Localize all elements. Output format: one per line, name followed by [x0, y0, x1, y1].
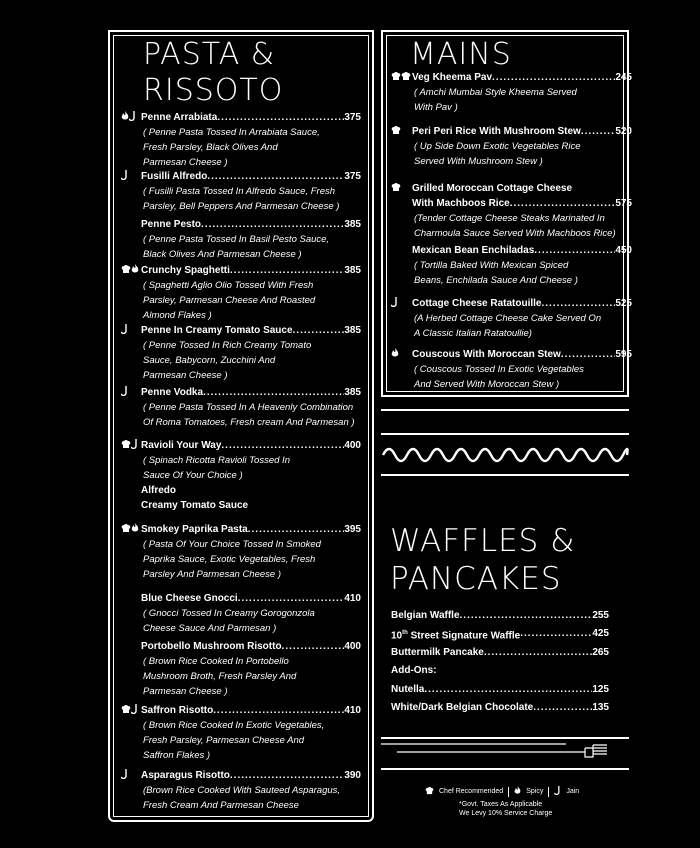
item-name: [391, 626, 520, 643]
item-price: 410: [344, 593, 361, 604]
legend-chef-label: Chef Recommended: [439, 788, 504, 795]
item-name-row: [141, 217, 361, 232]
fork-divider: [381, 735, 629, 775]
diet-icons: [391, 347, 399, 362]
leader-dots: [484, 645, 592, 660]
item-description: ( Penne Pasta Tossed In Arrabiata Sauce,: [143, 127, 320, 138]
item-description: ( Tortilla Baked With Mexican Spiced: [414, 260, 569, 271]
item-description: (Brown Rice Cooked With Sauteed Asparagus,: [143, 785, 341, 796]
item-description: Parmesan Cheese ): [143, 370, 228, 381]
item-name: Belgian Waffle: [391, 610, 460, 621]
menu-item: [141, 522, 361, 582]
item-description: ( Brown Rice Cooked In Exotic Vegetables,: [143, 720, 325, 731]
item-description: ( Penne Pasta Tossed In A Heavenly Combination: [143, 402, 354, 413]
pasta-section-title: PASTA & RISSOTO: [143, 37, 284, 108]
leader-dots: [581, 124, 615, 139]
legend-spicy-label: Spicy: [526, 788, 544, 795]
jain-icon: [131, 705, 138, 716]
item-description: Sauce Of Your Choice ): [143, 470, 243, 481]
item-description: ( Brown Rice Cooked In Portobello: [143, 656, 289, 667]
menu-item: [141, 217, 361, 262]
legend-jain-label: Jain: [566, 788, 580, 795]
item-price: 595: [615, 349, 632, 360]
menu-item: [412, 296, 632, 341]
item-description: Cheese Sauce And Parmesan ): [143, 623, 277, 634]
chef-hat-icon: [121, 705, 131, 716]
item-description: Charmoula Sauce Served With Machboos Rice): [414, 228, 616, 239]
leader-dots: [533, 700, 592, 715]
item-name: Buttermilk Pancake: [391, 647, 484, 658]
item-name-row: [412, 243, 632, 258]
item-price: 390: [344, 770, 361, 781]
diet-icons: [391, 296, 398, 311]
item-name: Mexican Bean Enchiladas: [412, 245, 535, 256]
item-price: 395: [344, 524, 361, 535]
jain-icon: [121, 171, 128, 182]
diet-icons: [391, 124, 401, 139]
diet-icons: [121, 438, 138, 453]
item-description: Almond Flakes ): [143, 310, 212, 321]
chef-hat-icon: [401, 72, 411, 83]
leader-dots: [203, 385, 344, 400]
item-price: 135: [592, 702, 609, 713]
item-price: 450: [615, 245, 632, 256]
diet-icons: [121, 110, 136, 125]
jain-icon: [391, 298, 398, 309]
mains-section-title: MAINS: [410, 37, 512, 72]
item-description: A Classic Italian Ratatoullie): [414, 328, 532, 339]
item-name-row: [412, 347, 632, 362]
leader-dots: [248, 522, 345, 537]
leader-dots: [520, 626, 592, 643]
diet-icons: [121, 385, 128, 400]
item-name: Peri Peri Rice With Mushroom Stew: [412, 126, 581, 137]
item-price: 255: [592, 610, 609, 621]
item-name-row: [141, 768, 361, 783]
waffles-section-title: WAFFLES & PANCAKES: [390, 523, 576, 597]
item-description: Fresh Cream And Parmesan Cheese: [143, 800, 299, 811]
leader-dots: [213, 703, 344, 718]
leader-dots: [492, 70, 615, 85]
item-description: Parsley, Bell Peppers And Parmesan Cheese ): [143, 201, 340, 212]
diet-icons: [121, 703, 138, 718]
item-price: 400: [344, 641, 361, 652]
item-description: Saffron Flakes ): [143, 750, 211, 761]
flame-icon: [121, 112, 129, 123]
item-name-rest: Street Signature Waffle: [407, 630, 521, 642]
leader-dots: [541, 296, 615, 311]
item-description: With Pav ): [414, 102, 458, 113]
item-description: ( Pasta Of Your Choice Tossed In Smoked: [143, 539, 321, 550]
chef-hat-icon: [391, 126, 401, 137]
item-name-row: [141, 639, 361, 654]
service-charge-note: We Levy 10% Service Charge: [459, 810, 553, 817]
jain-icon: [121, 325, 128, 336]
item-option: Creamy Tomato Sauce: [141, 500, 249, 511]
item-name: Portobello Mushroom Risotto: [141, 641, 282, 652]
menu-item: [141, 768, 361, 813]
menu-item: [141, 639, 361, 699]
item-price: 410: [344, 705, 361, 716]
item-price: 525: [615, 298, 632, 309]
menu-item: [141, 169, 361, 214]
jain-icon: [129, 112, 136, 123]
item-name: Saffron Risotto: [141, 705, 214, 716]
item-name-suffix: th: [402, 630, 408, 636]
chef-hat-icon: [121, 440, 131, 451]
leader-dots: [217, 110, 344, 125]
item-price: 385: [344, 325, 361, 336]
item-description: Fresh Parsley, Parmesan Cheese And: [143, 735, 305, 746]
item-name: Ravioli Your Way: [141, 440, 222, 451]
item-name: Penne Arrabiata: [141, 112, 218, 123]
chef-hat-icon: [391, 183, 401, 194]
menu-item: [141, 703, 361, 763]
item-name-row: [141, 323, 361, 338]
item-description: Paprika Sauce, Exotic Vegetables, Fresh: [143, 554, 316, 565]
jain-icon: [131, 440, 138, 451]
menu-item: [141, 591, 361, 636]
item-name: Nutella: [391, 684, 425, 695]
item-name: Penne Pesto: [141, 219, 202, 230]
item-name-row: [141, 703, 361, 718]
leader-dots: [293, 323, 345, 338]
jain-icon: [554, 786, 561, 798]
item-description: ( Spaghetti Aglio Olio Tossed With Fresh: [143, 280, 314, 291]
jain-icon: [121, 387, 128, 398]
item-price: 575: [615, 198, 632, 209]
menu-item: [412, 347, 632, 392]
diet-icons: [121, 768, 128, 783]
item-description: Black Olives And Parmesan Cheese ): [143, 249, 302, 260]
menu-item: [141, 438, 361, 513]
item-name: Grilled Moroccan Cottage Cheese: [412, 183, 573, 194]
diet-icons: [121, 169, 128, 184]
flame-icon: [391, 349, 399, 360]
item-price: 125: [592, 684, 609, 695]
menu-item: [141, 263, 361, 323]
item-name-cont: With Machboos Rice: [412, 198, 510, 209]
item-description: (A Herbed Cottage Cheese Cake Served On: [414, 313, 602, 324]
waffle-item: [391, 682, 609, 697]
waffle-item: [391, 700, 609, 715]
item-description: ( Gnocci Tossed In Creamy Gorogonzola: [143, 608, 315, 619]
leader-dots: [207, 169, 344, 184]
item-name-row: [141, 110, 361, 125]
leader-dots: [201, 217, 344, 232]
item-name-row: [141, 522, 361, 537]
item-price: 385: [344, 387, 361, 398]
item-price: 265: [592, 647, 609, 658]
item-name-row: [141, 591, 361, 606]
item-price: 385: [344, 219, 361, 230]
item-description: ( Up Side Down Exotic Vegetables Rice: [414, 141, 581, 152]
item-name-row: [412, 296, 632, 311]
flame-icon: [131, 524, 139, 535]
wave-divider: [381, 405, 629, 485]
flame-icon: [131, 265, 139, 276]
item-description: Parmesan Cheese ): [143, 157, 228, 168]
item-description: Served With Mushroom Stew ): [414, 156, 543, 167]
waffle-item: [391, 626, 609, 643]
footer-notes: [459, 800, 552, 818]
chef-hat-icon: [425, 787, 434, 798]
diet-icons: [391, 181, 401, 196]
menu-item: [141, 323, 361, 383]
chef-hat-icon: [121, 265, 131, 276]
tax-note: *Govt. Taxes As Applicable: [459, 801, 543, 808]
item-description: ( Spinach Ricotta Ravioli Tossed In: [143, 455, 290, 466]
menu-item: [412, 70, 632, 115]
item-name-row: [412, 196, 632, 211]
diet-icons: [121, 323, 128, 338]
item-name-row: [412, 124, 632, 139]
diet-icons: [121, 263, 139, 278]
item-description: Beans, Enchilada Sauce And Cheese ): [414, 275, 578, 286]
menu-item: [141, 110, 361, 170]
item-description: ( Amchi Mumbai Style Kheema Served: [414, 87, 577, 98]
chef-hat-icon: [391, 72, 401, 83]
item-description: Mushroom Broth, Fresh Parsley And: [143, 671, 297, 682]
item-name: Cottage Cheese Ratatouille: [412, 298, 542, 309]
diet-icons: [391, 70, 411, 85]
item-price: 520: [615, 126, 632, 137]
leader-dots: [534, 243, 615, 258]
waffle-item: [391, 645, 609, 660]
item-price: 245: [615, 72, 632, 83]
item-description: Parsley, Parmesan Cheese And Roasted: [143, 295, 316, 306]
item-name-row: [141, 169, 361, 184]
item-name: White/Dark Belgian Chocolate: [391, 702, 534, 713]
item-name: Penne Vodka: [141, 387, 204, 398]
legend-separator: [548, 787, 549, 797]
flame-icon: [514, 786, 521, 798]
item-name: Veg Kheema Pav: [412, 72, 493, 83]
item-name-row: [141, 385, 361, 400]
item-name: Couscous With Moroccan Stew: [412, 349, 561, 360]
item-name-number: 10: [391, 630, 403, 642]
item-description: ( Penne Pasta Tossed In Basil Pesto Sauce,: [143, 234, 330, 245]
item-name-row: [141, 263, 361, 278]
leader-dots: [561, 347, 615, 362]
item-price: 375: [344, 171, 361, 182]
menu-item: [412, 124, 632, 169]
item-description: Parsley And Parmesan Cheese ): [143, 569, 281, 580]
menu-item: [412, 243, 632, 288]
waffle-item: [391, 663, 609, 678]
waffle-item: [391, 608, 609, 623]
item-name-row: [412, 70, 632, 85]
item-description: ( Couscous Tossed In Exotic Vegetables: [414, 364, 584, 375]
item-price: 425: [592, 628, 609, 639]
item-name: Smokey Paprika Pasta: [141, 524, 248, 535]
item-name: Blue Cheese Gnocci: [141, 593, 238, 604]
item-description: Fresh Parsley, Black Olives And: [143, 142, 278, 153]
chef-hat-icon: [121, 524, 131, 535]
item-description: Sauce, Babycorn, Zucchini And: [143, 355, 276, 366]
leader-dots: [282, 639, 345, 654]
leader-dots: [510, 196, 616, 211]
item-name: Asparagus Risotto: [141, 770, 230, 781]
item-description: ( Penne Tossed In Rich Creamy Tomato: [143, 340, 312, 351]
item-name: Penne In Creamy Tomato Sauce: [141, 325, 293, 336]
leader-dots: [460, 608, 593, 623]
leader-dots: [230, 263, 344, 278]
item-option: Alfredo: [141, 485, 176, 496]
leader-dots: [221, 438, 344, 453]
leader-dots: [238, 591, 345, 606]
leader-dots: [424, 682, 592, 697]
item-name: Crunchy Spaghetti: [141, 265, 230, 276]
jain-icon: [121, 770, 128, 781]
item-price: 400: [344, 440, 361, 451]
item-name-row: [141, 438, 361, 453]
item-description: Parmesan Cheese ): [143, 686, 228, 697]
menu-item: [141, 385, 361, 430]
item-price: 375: [344, 112, 361, 123]
item-name: Add-Ons:: [391, 665, 437, 676]
item-description: Of Roma Tomatoes, Fresh cream And Parmesan ): [143, 417, 355, 428]
diet-icons: [121, 522, 139, 537]
menu-item: [412, 181, 632, 241]
item-name: Fusilli Alfredo: [141, 171, 208, 182]
item-price: 385: [344, 265, 361, 276]
item-description: And Served With Moroccan Stew ): [414, 379, 560, 390]
item-description: (Tender Cottage Cheese Steaks Marinated In: [414, 213, 605, 224]
leader-dots: [230, 768, 344, 783]
legend-separator: [508, 787, 509, 797]
item-description: ( Fusilli Pasta Tossed In Alfredo Sauce, Fresh: [143, 186, 336, 197]
icon-legend: [425, 786, 579, 798]
